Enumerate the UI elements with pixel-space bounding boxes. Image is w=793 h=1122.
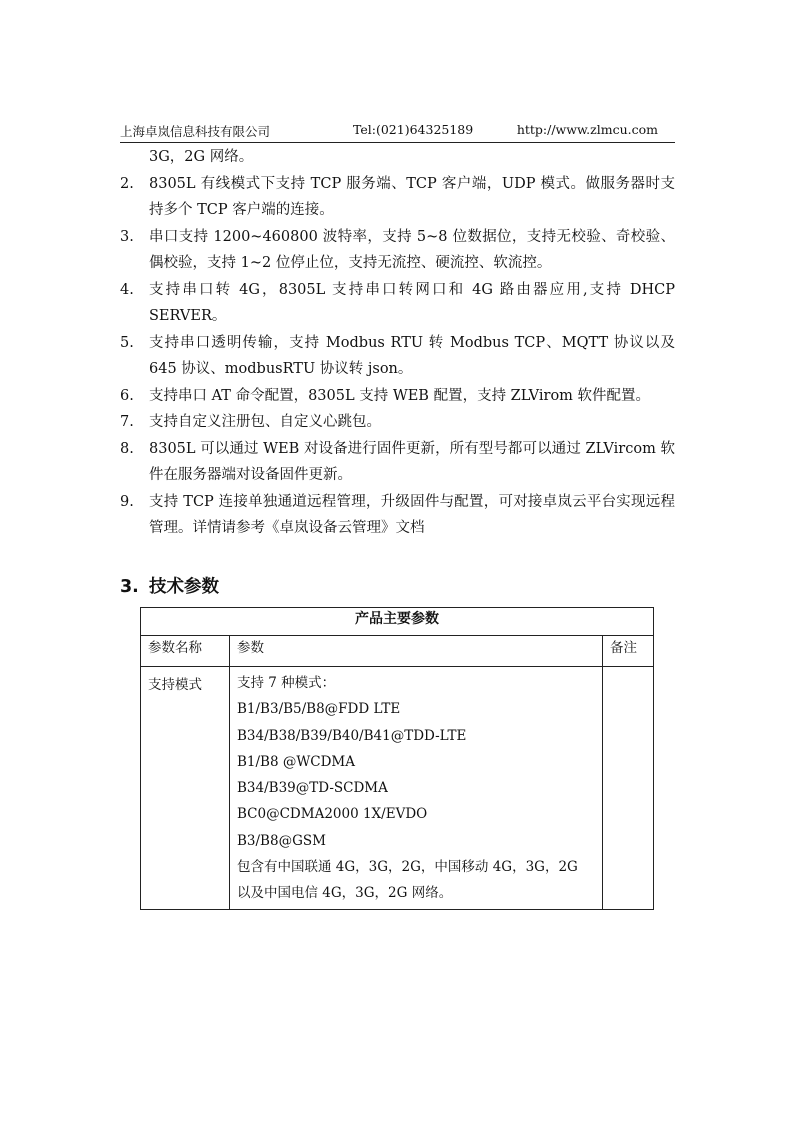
table-header-row <box>141 636 654 667</box>
table-row <box>141 667 654 910</box>
header-param-name: 参数名称 <box>141 636 230 667</box>
parameters-table <box>140 607 654 910</box>
list-item-text: 8305L 可以通过 WEB 对设备进行固件更新，所有型号都可以通过 ZLVircom 软件在服务器端对设备固件更新。 <box>149 440 675 483</box>
list-continuation: 3G，2G 网络。 <box>149 149 254 165</box>
section-number: 3. <box>120 577 139 597</box>
list-item-text: 串口支持 1200~460800 波特率，支持 5~8 位数据位，支持无校验、奇校验、偶校验，支持 1~2 位停止位，支持无流控、硬流控、软流控。 <box>149 228 675 271</box>
list-item-number: 6. <box>120 387 134 404</box>
list-item-text: 支持自定义注册包、自定义心跳包。 <box>149 414 381 430</box>
param-line: B1/B8 @WCDMA <box>237 753 355 770</box>
param-line: B3/B8@GSM <box>237 832 326 849</box>
list-item-number: 7. <box>120 414 134 430</box>
param-line: B34/B39@TD-SCDMA <box>237 780 388 797</box>
header-tel: Tel:(021)64325189 <box>353 122 474 137</box>
page-header <box>120 120 675 143</box>
list-item-number: 3. <box>120 228 134 245</box>
list-item <box>120 171 675 224</box>
list-item <box>120 489 675 542</box>
list-item-text: 8305L 有线模式下支持 TCP 服务端、TCP 客户端，UDP 模式。做服务器时支持多个 TCP 客户端的连接。 <box>149 175 675 218</box>
param-line: BC0@CDMA2000 1X/EVDO <box>237 806 428 823</box>
header-url: http://www.zlmcu.com <box>516 122 658 137</box>
list-item-number: 8. <box>120 440 134 457</box>
list-item-number: 5. <box>120 334 134 351</box>
list-item <box>120 409 675 436</box>
header-company: 上海卓岚信息科技有限公司 <box>120 124 271 139</box>
param-line: 包含有中国联通 4G，3G，2G，中国移动 4G，3G，2G 以及中国电信 4G，3G，2G 网络。 <box>237 859 578 902</box>
section-title: 技术参数 <box>149 577 219 597</box>
list-item <box>120 383 675 410</box>
cell-param-name: 支持模式 <box>141 667 230 910</box>
list-item-text: 支持串口 AT 命令配置，8305L 支持 WEB 配置，支持 ZLVirom 软件配置。 <box>149 387 651 404</box>
param-line: B1/B3/B5/B8@FDD LTE <box>237 701 401 718</box>
list-item <box>120 330 675 383</box>
list-item-text: 支持串口透明传输，支持 Modbus RTU 转 Modbus TCP、MQTT 协议以及 645 协议、modbusRTU 协议转 json。 <box>149 334 675 377</box>
table-caption: 产品主要参数 <box>141 608 654 636</box>
list-item-number: 9. <box>120 493 134 510</box>
list-item-number: 2. <box>120 175 134 192</box>
list-item <box>120 436 675 489</box>
cell-note <box>603 667 654 910</box>
table-caption-row <box>141 608 654 636</box>
list-item <box>120 277 675 330</box>
list-item-text: 支持串口转 4G，8305L 支持串口转网口和 4G 路由器应用,支持 DHCP SERVER。 <box>149 281 675 324</box>
param-line: 支持 7 种模式： <box>237 675 336 691</box>
list-item <box>120 224 675 277</box>
list-item-text: 支持 TCP 连接单独通道远程管理，升级固件与配置，可对接卓岚云平台实现远程管理。详情请参考《卓岚设备云管理》文档 <box>149 493 675 536</box>
section-heading <box>120 573 219 598</box>
header-param: 参数 <box>230 636 603 667</box>
cell-param-values <box>230 667 603 910</box>
header-note: 备注 <box>603 636 654 667</box>
feature-list <box>120 144 675 542</box>
list-item-number: 4. <box>120 281 134 298</box>
param-line: B34/B38/B39/B40/B41@TDD-LTE <box>237 727 467 744</box>
